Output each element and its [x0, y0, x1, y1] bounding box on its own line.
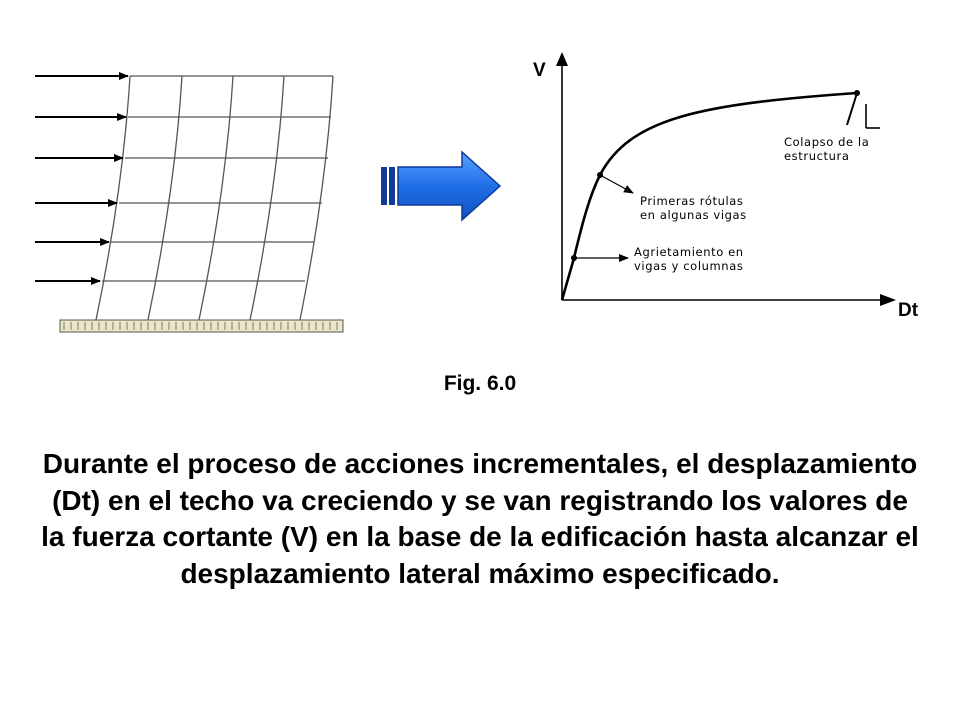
axis-x-label: Dt [898, 300, 919, 321]
building-frame [96, 76, 333, 320]
annotation-collapse-line1: Colapso de la [784, 135, 870, 149]
annotation-collapse-line2: estructura [784, 149, 850, 163]
axis-y-label: V [533, 60, 546, 81]
capacity-curve [533, 52, 919, 321]
frame-column [96, 76, 130, 320]
foundation-base [60, 320, 343, 332]
lateral-load-arrows [35, 76, 128, 281]
frame-column [199, 76, 233, 320]
annotation-cracking-line1: Agrietamiento en [634, 245, 744, 259]
annotation-hinges-line2: en algunas vigas [640, 208, 747, 222]
annotation-hinges-line1: Primeras rótulas [640, 194, 744, 208]
transition-arrow-icon [381, 152, 500, 220]
frame-column [250, 76, 284, 320]
figure-caption: Fig. 6.0 [443, 372, 517, 395]
annotation-cracking-line2: vigas y columnas [634, 259, 744, 273]
frame-column [300, 76, 333, 320]
frame-column [148, 76, 182, 320]
description-paragraph: Durante el proceso de acciones incrementales, el desplazamiento (Dt) en el techo va creciendo y se van registrando los valores de la fuerza cortante (V) en la base de la edificación hasta alcanzar el desplazamiento lateral máximo especificado. [41, 448, 919, 589]
